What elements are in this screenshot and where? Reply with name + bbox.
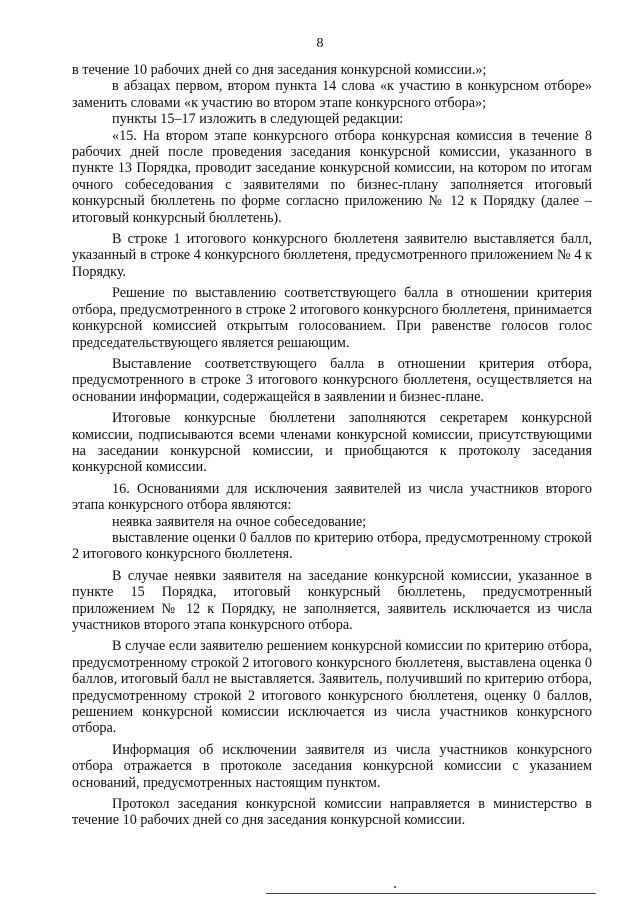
paragraph-13: В случае если заявителю решением конкурсной комиссии по критерию отбора, предусмотренному строкой 2 итогового конкурсного бюллетеня, выставлена оценка 0 баллов, итоговый балл не выставляется. Заявитель, получивший по критерию отбора, предусмотренному строкой 2 итогового конкурсного бюллетеня, оценку 0 баллов, решением конкурсной комиссии исключается из числа участников конкурсного отбора. [72,638,592,737]
paragraph-7: Выставление соответствующего балла в отношении критерия отбора, предусмотренного в строке 3 итогового конкурсного бюллетеня, осуществляется на основании информации, содержащейся в заявлении и бизнес-плане. [72,355,592,405]
paragraph-9: 16. Основаниями для исключения заявителей из числа участников второго этапа конкурсного отбора являются: [72,480,592,514]
paragraph-5: В строке 1 итогового конкурсного бюллетеня заявителю выставляется балл, указанный в строке 4 конкурсного бюллетеня, предусмотренного приложением № 4 к Порядку. [72,231,592,280]
footer-rule [266,893,596,894]
paragraph-1: в течение 10 рабочих дней со дня заседания конкурсной комиссии.»; [72,62,487,78]
paragraph-2: в абзацах первом, втором пункта 14 слова «к участию в конкурсном отборе» заменить словами «к участию во втором этапе конкурсного отбора»; [72,78,592,111]
paragraph-6: Решение по выставлению соответствующего балла в отношении критерия отбора, предусмотренного в строке 2 итогового конкурсного бюллетеня, принимается конкурсной комиссией открытым голосованием. При равенстве голосов голос председательствующего является решающим. [72,285,592,351]
paragraph-11: выставление оценки 0 баллов по критерию отбора, предусмотренному строкой 2 итогового конкурсного бюллетеня. [72,529,592,563]
footer-mark [394,886,396,888]
document-body [72,62,592,829]
paragraph-14: Информация об исключении заявителя из числа участников конкурсного отбора отражается в протоколе заседания конкурсной комиссии с указанием оснований, предусмотренных настоящим пунктом. [72,741,592,791]
page-number: 8 [316,36,324,51]
paragraph-4: «15. На втором этапе конкурсного отбора конкурсная комиссия в течение 8 рабочих дней после проведения заседания конкурсной комиссии, указанного в пункте 13 Порядка, проводит заседание конкурсной комиссии, на котором по итогам очного собеседования с заявителями по бизнес-плану заполняется итоговый конкурсный бюллетень по форме согласно приложению № 12 к Порядку (далее – итоговый конкурсный бюллетень). [72,127,592,226]
paragraph-3: пункты 15–17 изложить в следующей редакции: [112,111,404,128]
paragraph-15: Протокол заседания конкурсной комиссии направляется в министерство в течение 10 рабочих дней со дня заседания конкурсной комиссии. [72,796,592,829]
paragraph-12: В случае неявки заявителя на заседание конкурсной комиссии, указанное в пункте 15 Порядка, итоговый конкурсный бюллетень, предусмотренный приложением № 12 к Порядку, не заполняется, заявитель исключается из числа участников второго этапа конкурсного отбора. [72,567,592,633]
paragraph-10: неявка заявителя на очное собеседование; [112,513,367,530]
paragraph-8: Итоговые конкурсные бюллетени заполняются секретарем конкурсной комиссии, подписываются всеми членами конкурсной комиссии, присутствующими на заседании конкурсной комиссии, и приобщаются к протоколу заседания конкурсной комиссии. [72,410,592,476]
